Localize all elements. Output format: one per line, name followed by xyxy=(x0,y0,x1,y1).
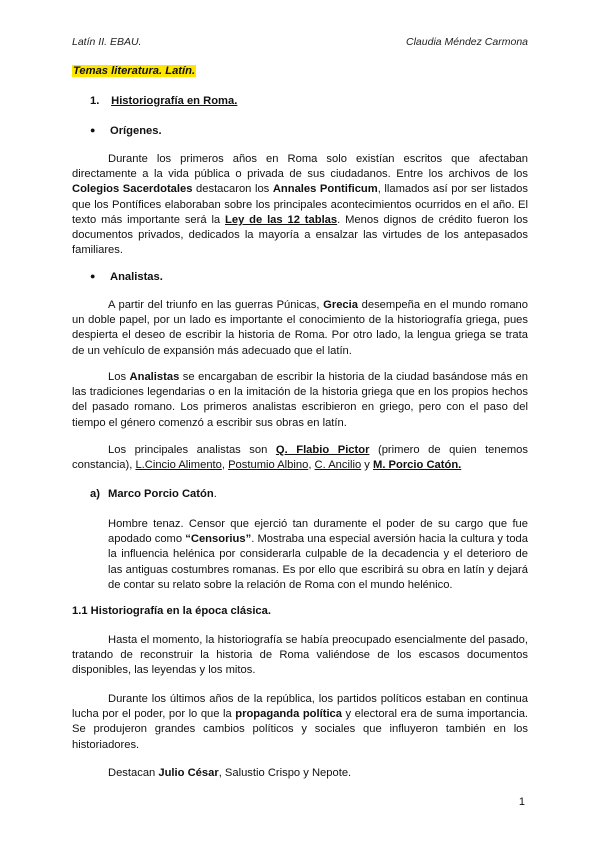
subheading-text: Marco Porcio Catón xyxy=(108,488,214,500)
text: Los principales analistas son xyxy=(108,444,276,456)
text-bold-underline: Q. Flabio Pictor xyxy=(275,444,370,456)
paragraph-analistas-3 xyxy=(72,443,528,473)
bullet-icon: ● xyxy=(90,271,96,281)
text: Durante los primeros años en Roma solo existían escritos que afectaban directamente a la vida pública o privada de sus ciudadanos. Entre los archivos de los xyxy=(72,153,528,181)
bullet-analistas xyxy=(90,269,546,285)
text: Destacan xyxy=(108,767,159,779)
text-bold: Annales Pontificum xyxy=(272,183,378,196)
text: Hombre tenaz. Censor que ejerció tan duramente el poder de su cargo que fue apodado como xyxy=(108,518,528,546)
text-underline: L.Cincio Alimento xyxy=(135,459,222,472)
text: se encargaban de escribir la historia de la ciudad basándose más en las tradiciones legendarias o en la imitación de la historia griega que en los propios hechos del pasado romano. Los primeros analistas escribieron en griego, pero con el paso del tiempo el género comenzó a escribir sus obras en latín. xyxy=(72,371,528,429)
bullet-heading: Analistas. xyxy=(110,271,163,283)
document-title: Temas literatura. Latín. xyxy=(73,65,196,77)
text: desempeña en el mundo romano un doble papel, por un lado es importante el conocimiento de la historiografía griega, pues despierta el deseo de escribir la historia de Roma. Por otro lado, la lengua griega se trata de un vehículo de expansión más adecuado que el latín. xyxy=(72,299,528,357)
text: Durante los últimos años de la república, los partidos políticos estaban en continua lucha por el poder, por lo que la xyxy=(72,693,528,721)
paragraph-analistas-1 xyxy=(72,298,528,359)
paragraph-clasica-2 xyxy=(72,692,528,753)
subheading-caton xyxy=(90,487,546,502)
text-bold-underline: M. Porcio Catón. xyxy=(373,459,462,472)
text: , xyxy=(221,459,229,472)
section-title: Historiografía en Roma. xyxy=(111,95,238,107)
text-bold: Julio César xyxy=(158,767,219,779)
text: Los xyxy=(108,371,130,383)
text: destacaron los xyxy=(192,183,273,196)
text: (primero de quien tenemos constancia), xyxy=(72,444,528,472)
text-bold: propaganda política xyxy=(235,708,343,721)
text: . xyxy=(213,488,217,500)
paragraph-clasica-1: Hasta el momento, la historiografía se había preocupado esencialmente del pasado, tratando de reconstruir la historia de Roma valiéndose de los escasos documentos disponibles, las leyendas y los mitos. xyxy=(72,634,528,677)
section-heading-1-1: 1.1 Historiografía en la época clásica. xyxy=(72,605,271,617)
paragraph-origenes xyxy=(72,152,528,258)
text: , llamados así por ser listados que los Pontífices elaboraban sobre los principales acontecimientos ocurridos en el año. El texto más importante será la xyxy=(72,183,528,226)
text: . Menos dignos de crédito fueron los documentos privados, dedicados la mayoría a ensalzar las virtudes de los antepasados familiares. xyxy=(72,213,528,257)
text: y electoral era de suma importancia. Se produjeron grandes cambios políticos y sociales que influyeron también en los historiadores. xyxy=(72,708,529,751)
text-underline: Postumio Albino xyxy=(228,459,309,472)
header-right: Claudia Méndez Carmona xyxy=(406,36,528,48)
text: , xyxy=(308,459,315,472)
text: y xyxy=(361,459,373,472)
text-bold: “Censorius” xyxy=(185,533,252,546)
page-number: 1 xyxy=(518,796,525,808)
text-bold-underline: Ley de las 12 tablas xyxy=(225,213,338,226)
text-bold: Colegios Sacerdotales xyxy=(72,183,193,196)
section-number: 1. xyxy=(90,95,100,107)
paragraph-analistas-2 xyxy=(72,370,528,431)
text-bold: Grecia xyxy=(323,299,358,311)
text: . Mostraba una especial aversión hacia la cultura y toda la influencia helénica por considerarla culpable de la decadencia y el deterioro de las antiguas costumbres romanas. Es por ello que escribirá su obra en latín y dejará de contar su relato sobre la relación de Roma con el mundo helénico. xyxy=(108,533,528,591)
bullet-icon: ● xyxy=(90,125,96,135)
bullet-heading: Orígenes. xyxy=(110,125,162,137)
text-underline: C. Ancilio xyxy=(314,459,362,472)
text: , Salustio Crispo y Nepote. xyxy=(218,767,352,779)
paragraph-caton xyxy=(108,517,528,593)
bullet-origenes xyxy=(90,123,546,139)
header-left: Latín II. EBAU. xyxy=(72,36,142,48)
text-bold: Analistas xyxy=(129,371,180,383)
list-label: a) xyxy=(90,488,100,500)
text: A partir del triunfo en las guerras Púnicas, xyxy=(108,299,324,311)
section-heading-1 xyxy=(90,94,546,109)
paragraph-clasica-3 xyxy=(72,766,528,781)
